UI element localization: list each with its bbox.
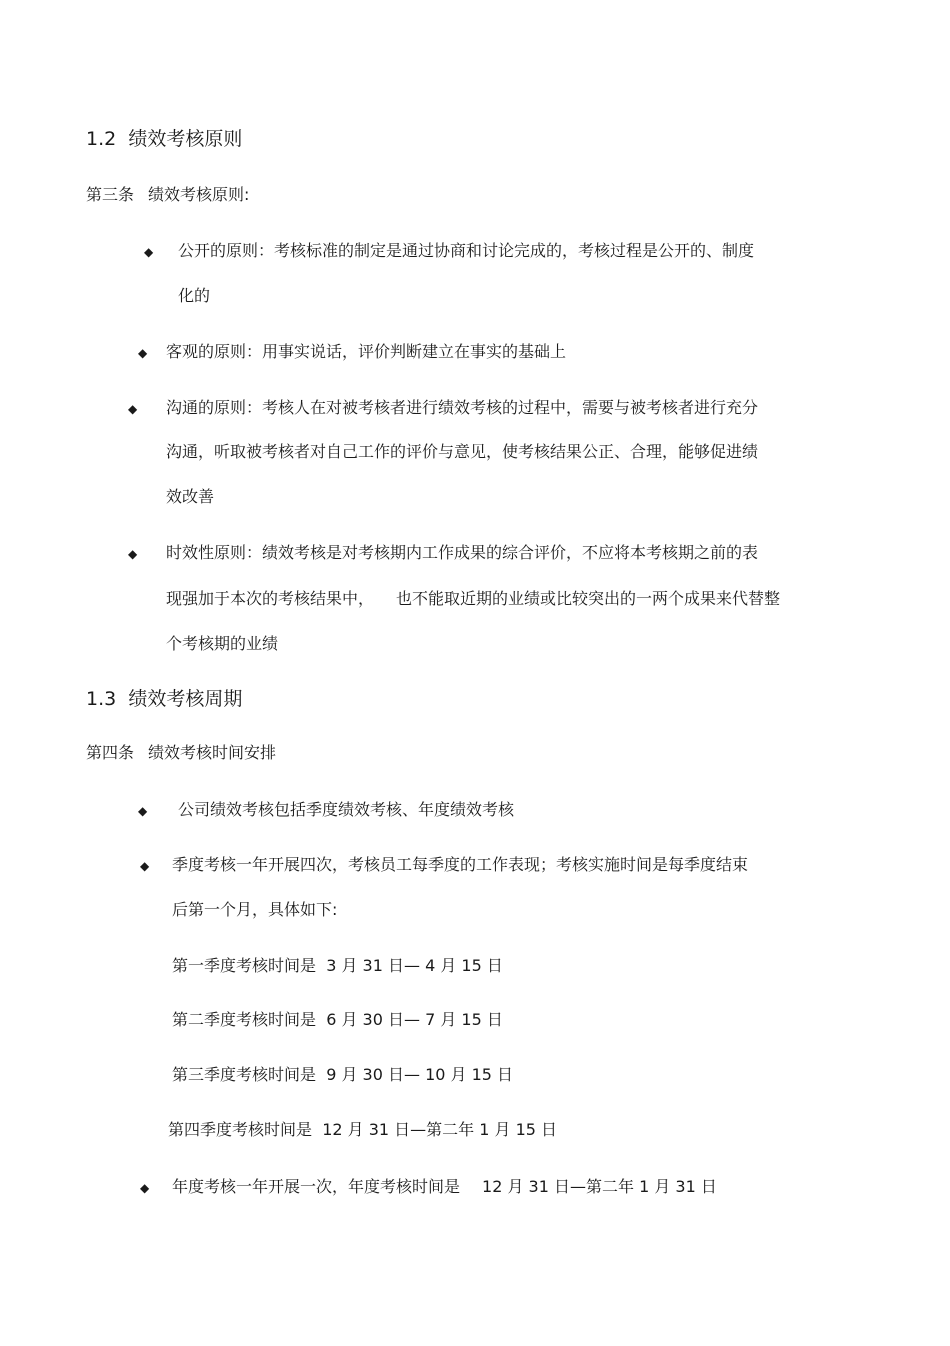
bullet-diamond-icon: ◆ xyxy=(140,1181,150,1195)
bullet-diamond-icon: ◆ xyxy=(144,245,154,259)
bullet-diamond-icon: ◆ xyxy=(140,859,150,873)
section-heading-1-3 xyxy=(86,687,242,711)
quarter-3-row xyxy=(172,1064,513,1086)
section-title: 绩效考核周期 xyxy=(128,688,243,710)
quarter-2-row xyxy=(172,1009,503,1031)
quarter-date: 3 月 31 日— 4 月 15 日 xyxy=(326,956,503,975)
quarter-date: 9 月 30 日— 10 月 15 日 xyxy=(326,1065,514,1084)
bullet-diamond-icon: ◆ xyxy=(128,402,138,416)
quarter-label: 第一季度考核时间是 xyxy=(172,956,317,975)
article-heading-4 xyxy=(86,742,276,764)
schedule-item-2-line-1: 季度考核一年开展四次，考核员工每季度的工作表现；考核实施时间是每季度结束 xyxy=(172,855,749,874)
quarter-label: 第三季度考核时间是 xyxy=(172,1065,317,1084)
bullet-diamond-icon: ◆ xyxy=(128,547,138,561)
annual-date: 12 月 31 日—第二年 1 月 31 日 xyxy=(482,1177,717,1196)
section-number: 1.3 xyxy=(86,688,117,710)
principle-timeliness-line-2 xyxy=(166,588,780,610)
bullet-diamond-icon: ◆ xyxy=(138,804,148,818)
principle-open-line-2: 化的 xyxy=(178,286,211,305)
schedule-item-2-line-2: 后第一个月，具体如下: xyxy=(172,900,338,919)
principle-timeliness-line-1: 时效性原则：绩效考核是对考核期内工作成果的综合评价，不应将本考核期之前的表 xyxy=(166,543,759,562)
quarter-label: 第二季度考核时间是 xyxy=(172,1010,317,1029)
schedule-item-1: 公司绩效考核包括季度绩效考核、年度绩效考核 xyxy=(178,800,515,819)
section-number: 1.2 xyxy=(86,128,117,150)
section-heading-1-2 xyxy=(86,127,242,151)
schedule-item-3 xyxy=(172,1176,717,1198)
principle-communication-line-1: 沟通的原则：考核人在对被考核者进行绩效考核的过程中，需要与被考核者进行充分 xyxy=(166,398,759,417)
bullet-diamond-icon: ◆ xyxy=(138,346,148,360)
principle-communication-line-3: 效改善 xyxy=(166,487,215,506)
principle-objective-line-1: 客观的原则：用事实说话，评价判断建立在事实的基础上 xyxy=(166,342,567,361)
principle-timeliness-line-2b: 也不能取近期的业绩或比较突出的一两个成果来代替整 xyxy=(396,589,781,608)
principle-open-line-1: 公开的原则：考核标准的制定是通过协商和讨论完成的，考核过程是公开的、制度 xyxy=(178,241,755,260)
principle-timeliness-line-2a: 现强加于本次的考核结果中， xyxy=(166,589,375,608)
quarter-date: 6 月 30 日— 7 月 15 日 xyxy=(326,1010,503,1029)
annual-label: 年度考核一年开展一次，年度考核时间是 xyxy=(172,1177,461,1196)
principle-communication-line-2: 沟通，听取被考核者对自己工作的评价与意见，使考核结果公正、合理，能够促进绩 xyxy=(166,442,759,461)
article-heading-3 xyxy=(86,184,249,206)
section-title: 绩效考核原则 xyxy=(128,128,243,150)
article-label: 第三条 xyxy=(86,185,135,204)
principle-timeliness-line-3: 个考核期的业绩 xyxy=(166,634,279,653)
article-label: 第四条 xyxy=(86,743,135,762)
article-title: 绩效考核时间安排 xyxy=(148,743,277,762)
quarter-date: 12 月 31 日—第二年 1 月 15 日 xyxy=(322,1120,558,1139)
article-title: 绩效考核原则: xyxy=(148,185,250,204)
quarter-1-row xyxy=(172,955,503,977)
quarter-label: 第四季度考核时间是 xyxy=(168,1120,313,1139)
quarter-4-row xyxy=(168,1119,557,1141)
